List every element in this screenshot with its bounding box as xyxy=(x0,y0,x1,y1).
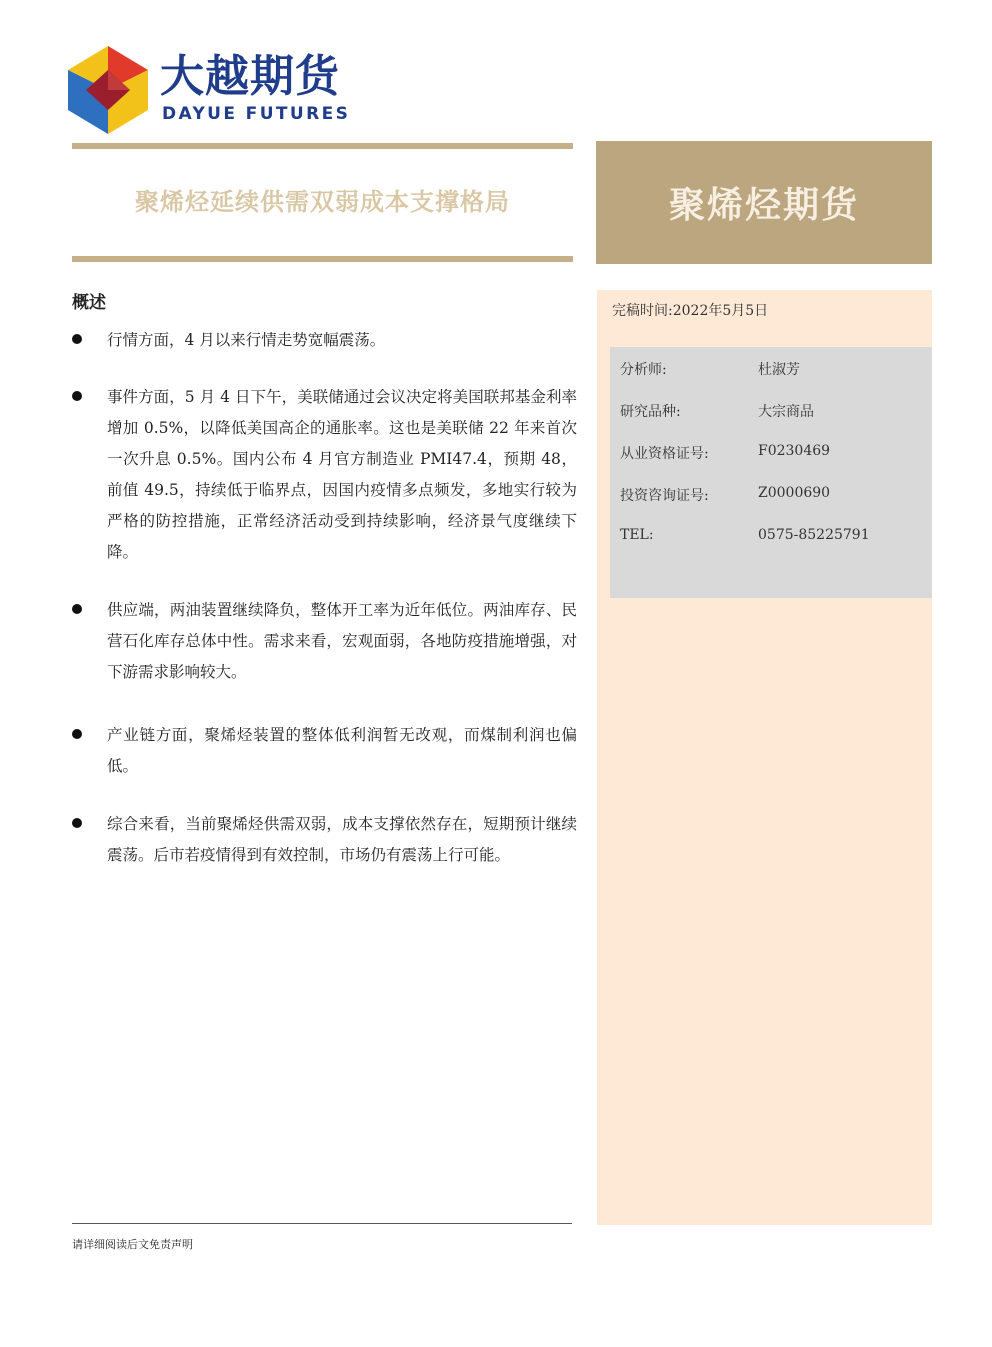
bullet-icon xyxy=(72,818,82,828)
research-variety-label: 研究品种: xyxy=(620,404,681,420)
category-banner xyxy=(596,141,932,264)
research-variety-value: 大宗商品 xyxy=(758,404,814,420)
bullet-text: 综合来看，当前聚烯烃供需双弱，成本支撑依然存在，短期预计继续震荡。后市若疫情得到有效控制，市场仍有震荡上行可能。 xyxy=(107,815,577,864)
analyst-label: 分析师: xyxy=(620,362,667,378)
bullet-text: 行情方面，4 月以来行情走势宽幅震荡。 xyxy=(107,331,386,349)
disclaimer-link: 请详细阅读后文免责声明 xyxy=(72,1238,193,1251)
title-bottom-rule xyxy=(72,256,573,262)
qualification-label: 从业资格证号: xyxy=(620,446,709,462)
bullet-text: 事件方面，5 月 4 日下午，美联储通过会议决定将美国联邦基金利率增加 0.5%，以降低美国高企的通胀率。这也是美联储 22 年来首次一次升息 0.5%。国内公布 4 月官方制造业 PMI47.4，预期 48，前值 49.5，持续低于临界点，因国内疫情多点频发，多地实行较为严格的防控措施，正常经济活动受到持续影响，经济景气度继续下降。 xyxy=(107,388,577,561)
analyst-value: 杜淑芳 xyxy=(758,362,800,378)
completion-date: 完稿时间:2022年5月5日 xyxy=(612,303,769,319)
footer-rule xyxy=(72,1223,572,1224)
bullet-text: 供应端，两油装置继续降负，整体开工率为近年低位。两油库存、民营石化库存总体中性。需求来看，宏观面弱，各地防疫措施增强，对下游需求影响较大。 xyxy=(107,601,577,681)
consulting-cert-label: 投资咨询证号: xyxy=(620,488,709,504)
report-title: 聚烯烃延续供需双弱成本支撑格局 xyxy=(135,188,510,216)
phone-value: 0575-85225791 xyxy=(758,527,870,543)
overview-heading: 概述 xyxy=(72,293,106,313)
qualification-value: F0230469 xyxy=(758,443,831,459)
logo-wordmark-en: DAYUE FUTURES xyxy=(162,104,351,124)
logo-wordmark-cn: 大越期货 xyxy=(160,51,340,102)
bullet-icon xyxy=(72,334,82,344)
consulting-cert-value: Z0000690 xyxy=(758,485,831,501)
category-label: 聚烯烃期货 xyxy=(668,185,859,226)
phone-label: TEL: xyxy=(620,527,654,543)
analyst-info-box xyxy=(610,347,932,598)
bullet-text: 产业链方面，聚烯烃装置的整体低利润暂无改观，而煤制利润也偏低。 xyxy=(107,726,577,775)
company-logo-icon xyxy=(68,46,148,134)
bullet-icon xyxy=(72,391,82,401)
bullet-icon xyxy=(72,604,82,614)
title-top-rule xyxy=(72,143,573,149)
bullet-icon xyxy=(72,729,82,739)
